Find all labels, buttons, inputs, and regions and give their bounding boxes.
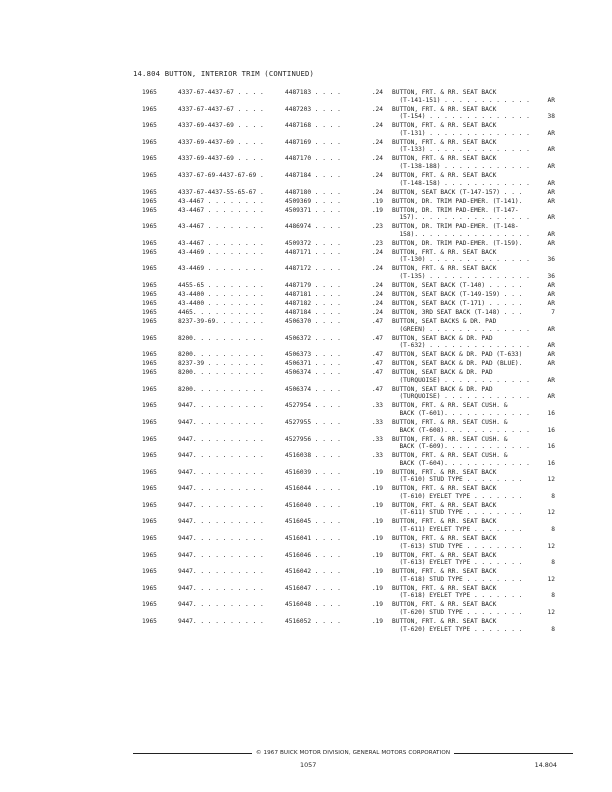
part-description: BUTTON, FRT. & RR. SEAT BACK (T-611) EYELET TYPE . . . . . . . xyxy=(392,518,523,534)
table-row xyxy=(0,106,612,123)
model-year: 1965 xyxy=(142,197,157,205)
table-row xyxy=(0,436,612,453)
list-price: .47 xyxy=(371,317,383,325)
body-style: 43-4400 . . . . . . . . xyxy=(178,290,264,298)
table-row xyxy=(0,360,612,369)
part-number: 4487168 . . . . xyxy=(285,122,341,130)
list-price: .33 xyxy=(371,418,383,426)
model-year: 1965 xyxy=(142,308,157,316)
table-row xyxy=(0,309,612,318)
part-description: BUTTON, FRT. & RR. SEAT BACK (T-618) EYELET TYPE . . . . . . . xyxy=(392,584,523,600)
quantity: 16 xyxy=(547,443,555,451)
list-price: .19 xyxy=(371,618,383,626)
body-style: 4337-67-4437-55-65-67 . xyxy=(178,188,264,196)
list-price: .47 xyxy=(371,334,383,342)
quantity: 16 xyxy=(547,409,555,417)
list-price: .19 xyxy=(371,206,383,214)
part-description: BUTTON, FRT. & RR. SEAT BACK (T-613) STUD TYPE . . . . . . . . xyxy=(392,535,523,550)
list-price: .19 xyxy=(371,601,383,609)
quantity: AR xyxy=(547,376,555,384)
model-year: 1965 xyxy=(142,418,157,426)
list-price: .47 xyxy=(371,360,383,368)
body-style: 9447. . . . . . . . . . xyxy=(178,418,264,426)
part-description: BUTTON, 3RD SEAT BACK (T-148) . . . xyxy=(392,308,523,316)
table-row xyxy=(0,291,612,300)
quantity: 16 xyxy=(547,426,555,434)
list-price: .33 xyxy=(371,435,383,443)
table-row xyxy=(0,618,612,635)
body-style: 8200. . . . . . . . . . xyxy=(178,334,264,342)
table-row xyxy=(0,386,612,403)
body-style: 43-4467 . . . . . . . . xyxy=(178,197,264,205)
part-number: 4509372 . . . . xyxy=(285,239,341,247)
model-year: 1965 xyxy=(142,601,157,609)
model-year: 1965 xyxy=(142,369,157,377)
part-number: 4527954 . . . . xyxy=(285,402,341,410)
quantity: AR xyxy=(547,214,555,222)
quantity: 12 xyxy=(547,575,555,583)
model-year: 1965 xyxy=(142,568,157,576)
part-number: 4516039 . . . . xyxy=(285,468,341,476)
list-price: .19 xyxy=(371,485,383,493)
part-description: BUTTON, FRT. & RR. SEAT CUSH. & BACK (T-604). . . . . . . . . . . . xyxy=(392,452,530,467)
list-price: .24 xyxy=(371,265,383,273)
list-price: .33 xyxy=(371,402,383,410)
part-number: 4516047 . . . . xyxy=(285,584,341,592)
part-number: 4527955 . . . . xyxy=(285,418,341,426)
body-style: 8237-39 . . . . . . . . xyxy=(178,360,264,368)
list-price: .47 xyxy=(371,351,383,359)
body-style: 8200. . . . . . . . . . xyxy=(178,385,264,393)
part-number: 4516046 . . . . xyxy=(285,551,341,559)
part-number: 4487180 . . . . xyxy=(285,188,341,196)
part-description: BUTTON, FRT. & RR. SEAT BACK (T-610) STUD TYPE . . . . . . . . xyxy=(392,468,523,484)
table-row xyxy=(0,369,612,386)
quantity: 8 xyxy=(551,592,555,600)
body-style: 9447. . . . . . . . . . xyxy=(178,568,264,576)
part-number: 4516048 . . . . xyxy=(285,601,341,609)
table-row xyxy=(0,535,612,552)
part-description: BUTTON, FRT. & RR. SEAT BACK (T-131) . . . . . . . . . . . . . . xyxy=(392,122,530,137)
quantity: AR xyxy=(547,230,555,238)
table-row xyxy=(0,89,612,106)
list-price: .24 xyxy=(371,281,383,289)
table-row xyxy=(0,223,612,240)
group-number: 14.804 xyxy=(534,761,557,769)
part-number: 4516042 . . . . xyxy=(285,568,341,576)
section-header: 14.804 BUTTON, INTERIOR TRIM (CONTINUED) xyxy=(133,69,315,78)
body-style: 8200. . . . . . . . . . xyxy=(178,351,264,359)
body-style: 9447. . . . . . . . . . xyxy=(178,452,264,460)
body-style: 4337-67-69-4437-67-69 . xyxy=(178,171,264,179)
quantity: 36 xyxy=(547,272,555,280)
part-description: BUTTON, FRT. & RR. SEAT BACK (T-620) STUD TYPE . . . . . . . . xyxy=(392,601,523,617)
footer-rule-left xyxy=(133,753,252,754)
quantity: AR xyxy=(547,239,555,247)
table-row xyxy=(0,198,612,207)
part-description: BUTTON, SEAT BACK (T-149-159) . . . xyxy=(392,290,523,298)
quantity: 12 xyxy=(547,542,555,550)
model-year: 1965 xyxy=(142,351,157,359)
part-description: BUTTON, FRT. & RR. SEAT BACK (T-138-188) . . . . . . . . . . . . xyxy=(392,155,530,170)
part-number: 4516040 . . . . xyxy=(285,501,341,509)
quantity: 7 xyxy=(551,308,555,316)
part-description: BUTTON, SEAT BACK & DR. PAD (T-633) xyxy=(392,351,523,359)
quantity: 8 xyxy=(551,625,555,633)
model-year: 1965 xyxy=(142,485,157,493)
list-price: .24 xyxy=(371,290,383,298)
model-year: 1965 xyxy=(142,518,157,526)
body-style: 9447. . . . . . . . . . xyxy=(178,518,264,526)
model-year: 1965 xyxy=(142,223,157,231)
table-row xyxy=(0,122,612,139)
body-style: 9447. . . . . . . . . . xyxy=(178,551,264,559)
part-description: BUTTON, DR. TRIM PAD-EMER. (T-147- 157). . . . . . . . . . . . . . . . xyxy=(392,206,530,222)
body-style: 43-4400 . . . . . . . . xyxy=(178,299,264,307)
model-year: 1965 xyxy=(142,290,157,298)
part-number: 4516045 . . . . xyxy=(285,518,341,526)
list-price: .24 xyxy=(371,171,383,179)
part-number: 4527956 . . . . xyxy=(285,435,341,443)
part-description: BUTTON, FRT. & RR. SEAT CUSH. & BACK (T-609). . . . . . . . . . . . xyxy=(392,435,530,451)
model-year: 1965 xyxy=(142,317,157,325)
quantity: AR xyxy=(547,281,555,289)
list-price: .24 xyxy=(371,155,383,163)
part-number: 4516038 . . . . xyxy=(285,452,341,460)
quantity: AR xyxy=(547,188,555,196)
list-price: .33 xyxy=(371,452,383,460)
body-style: 8237-39-69. . . . . . . xyxy=(178,317,264,325)
part-description: BUTTON, FRT. & RR. SEAT BACK (T-133) . . . . . . . . . . . . . . xyxy=(392,138,530,154)
part-number: 4487184 . . . . xyxy=(285,171,341,179)
part-description: BUTTON, FRT. & RR. SEAT BACK (T-610) EYELET TYPE . . . . . . . xyxy=(392,485,523,500)
model-year: 1965 xyxy=(142,385,157,393)
part-number: 4506371 . . . . xyxy=(285,360,341,368)
model-year: 1965 xyxy=(142,265,157,273)
model-year: 1965 xyxy=(142,105,157,113)
table-row xyxy=(0,469,612,486)
table-row xyxy=(0,282,612,291)
model-year: 1965 xyxy=(142,584,157,592)
list-price: .24 xyxy=(371,308,383,316)
body-style: 9447. . . . . . . . . . xyxy=(178,435,264,443)
part-description: BUTTON, FRT. & RR. SEAT CUSH. & BACK (T-608). . . . . . . . . . . . xyxy=(392,418,530,434)
list-price: .24 xyxy=(371,138,383,146)
model-year: 1965 xyxy=(142,89,157,96)
body-style: 4465. . . . . . . . . . xyxy=(178,308,264,316)
model-year: 1965 xyxy=(142,468,157,476)
model-year: 1965 xyxy=(142,618,157,626)
model-year: 1965 xyxy=(142,334,157,342)
body-style: 9447. . . . . . . . . . xyxy=(178,402,264,410)
part-description: BUTTON, FRT. & RR. SEAT BACK (T-130) . . . . . . . . . . . . . . xyxy=(392,248,530,264)
table-row xyxy=(0,452,612,469)
quantity: AR xyxy=(547,325,555,333)
body-style: 4337-69-4437-69 . . . . xyxy=(178,138,264,146)
table-row xyxy=(0,207,612,224)
list-price: .24 xyxy=(371,299,383,307)
quantity: AR xyxy=(547,146,555,154)
table-row xyxy=(0,335,612,352)
parts-list xyxy=(0,89,612,635)
body-style: 4337-67-4437-67 . . . . xyxy=(178,89,264,96)
table-row xyxy=(0,240,612,249)
part-description: BUTTON, SEAT BACKS & DR. PAD (GREEN) . . . . . . . . . . . . . . xyxy=(392,317,530,333)
part-description: BUTTON, SEAT BACK & DR. PAD (TURQUOISE) . . . . . . . . . . . . xyxy=(392,385,530,401)
model-year: 1965 xyxy=(142,452,157,460)
part-description: BUTTON, SEAT BACK & DR. PAD (T-632) . . . . . . . . . . . . . . xyxy=(392,334,530,350)
model-year: 1965 xyxy=(142,122,157,130)
quantity: 16 xyxy=(547,459,555,467)
footer-rule-right xyxy=(454,753,573,754)
body-style: 4337-67-4437-67 . . . . xyxy=(178,105,264,113)
table-row xyxy=(0,318,612,335)
list-price: .23 xyxy=(371,239,383,247)
part-description: BUTTON, FRT. & RR. SEAT BACK (T-620) EYELET TYPE . . . . . . . xyxy=(392,618,523,633)
part-number: 4506373 . . . . xyxy=(285,351,341,359)
quantity: AR xyxy=(547,179,555,187)
body-style: 9447. . . . . . . . . . xyxy=(178,485,264,493)
part-description: BUTTON, FRT. & RR. SEAT BACK (T-141-151) . . . . . . . . . . . . xyxy=(392,89,530,104)
body-style: 9447. . . . . . . . . . xyxy=(178,468,264,476)
table-row xyxy=(0,155,612,172)
list-price: .24 xyxy=(371,105,383,113)
quantity: 12 xyxy=(547,509,555,517)
part-number: 4506372 . . . . xyxy=(285,334,341,342)
copyright-text: © 1967 BUICK MOTOR DIVISION, GENERAL MOTORS CORPORATION xyxy=(255,750,451,756)
model-year: 1965 xyxy=(142,281,157,289)
model-year: 1965 xyxy=(142,535,157,543)
list-price: .19 xyxy=(371,568,383,576)
list-price: .24 xyxy=(371,122,383,130)
copyright-footer xyxy=(133,747,573,759)
body-style: 9447. . . . . . . . . . xyxy=(178,618,264,626)
list-price: .19 xyxy=(371,518,383,526)
list-price: .24 xyxy=(371,248,383,256)
table-row xyxy=(0,568,612,585)
body-style: 43-4469 . . . . . . . . xyxy=(178,265,264,273)
quantity: AR xyxy=(547,290,555,298)
part-description: BUTTON, FRT. & RR. SEAT CUSH. & BACK (T-601). . . . . . . . . . . . xyxy=(392,402,530,417)
model-year: 1965 xyxy=(142,206,157,214)
list-price: .19 xyxy=(371,584,383,592)
model-year: 1965 xyxy=(142,239,157,247)
part-number: 4487171 . . . . xyxy=(285,248,341,256)
list-price: .47 xyxy=(371,369,383,377)
body-style: 4337-69-4437-69 . . . . xyxy=(178,155,264,163)
quantity: AR xyxy=(547,360,555,368)
part-description: BUTTON, SEAT BACK (T-140) . . . . . xyxy=(392,281,523,289)
model-year: 1965 xyxy=(142,299,157,307)
body-style: 43-4467 . . . . . . . . xyxy=(178,206,264,214)
quantity: 12 xyxy=(547,476,555,484)
part-number: 4506370 . . . . xyxy=(285,317,341,325)
part-number: 4487169 . . . . xyxy=(285,138,341,146)
part-number: 4516041 . . . . xyxy=(285,535,341,543)
part-number: 4506374 . . . . xyxy=(285,369,341,377)
quantity: AR xyxy=(547,197,555,205)
part-number: 4487182 . . . . xyxy=(285,299,341,307)
quantity: AR xyxy=(547,96,555,104)
body-style: 43-4467 . . . . . . . . xyxy=(178,239,264,247)
list-price: .47 xyxy=(371,385,383,393)
table-row xyxy=(0,502,612,519)
table-row xyxy=(0,189,612,198)
model-year: 1965 xyxy=(142,248,157,256)
part-number: 4487172 . . . . xyxy=(285,265,341,273)
table-row xyxy=(0,249,612,266)
list-price: .24 xyxy=(371,89,383,96)
quantity: AR xyxy=(547,299,555,307)
part-number: 4487184 . . . . xyxy=(285,308,341,316)
model-year: 1965 xyxy=(142,138,157,146)
model-year: 1965 xyxy=(142,188,157,196)
table-row xyxy=(0,265,612,282)
body-style: 4455-65 . . . . . . . . xyxy=(178,281,264,289)
body-style: 9447. . . . . . . . . . xyxy=(178,501,264,509)
part-number: 4516044 . . . . xyxy=(285,485,341,493)
part-description: BUTTON, SEAT BACK & DR. PAD (BLUE). xyxy=(392,360,523,368)
model-year: 1965 xyxy=(142,435,157,443)
list-price: .19 xyxy=(371,468,383,476)
part-description: BUTTON, SEAT BACK (T-147-157) . . . xyxy=(392,188,523,196)
table-row xyxy=(0,172,612,189)
table-row xyxy=(0,485,612,502)
part-description: BUTTON, FRT. & RR. SEAT BACK (T-618) STUD TYPE . . . . . . . . xyxy=(392,568,523,583)
quantity: 8 xyxy=(551,492,555,500)
table-row xyxy=(0,518,612,535)
part-description: BUTTON, FRT. & RR. SEAT BACK (T-611) STUD TYPE . . . . . . . . xyxy=(392,501,523,517)
part-description: BUTTON, FRT. & RR. SEAT BACK (T-148-158) . . . . . . . . . . . . xyxy=(392,171,530,187)
quantity: AR xyxy=(547,342,555,350)
list-price: .19 xyxy=(371,501,383,509)
quantity: AR xyxy=(547,162,555,170)
model-year: 1965 xyxy=(142,171,157,179)
part-number: 4487179 . . . . xyxy=(285,281,341,289)
quantity: 38 xyxy=(547,113,555,121)
table-row xyxy=(0,300,612,309)
page-number: 1057 xyxy=(300,761,317,769)
list-price: .23 xyxy=(371,223,383,231)
table-row xyxy=(0,552,612,569)
part-number: 4516052 . . . . xyxy=(285,618,341,626)
part-description: BUTTON, FRT. & RR. SEAT BACK (T-613) EYELET TYPE . . . . . . . xyxy=(392,551,523,567)
part-number: 4487181 . . . . xyxy=(285,290,341,298)
part-description: BUTTON, DR. TRIM PAD-EMER. (T-148- 158). . . . . . . . . . . . . . . . xyxy=(392,223,530,238)
list-price: .19 xyxy=(371,551,383,559)
part-number: 4509371 . . . . xyxy=(285,206,341,214)
model-year: 1965 xyxy=(142,501,157,509)
model-year: 1965 xyxy=(142,155,157,163)
body-style: 43-4467 . . . . . . . . xyxy=(178,223,264,231)
part-description: BUTTON, DR. TRIM PAD-EMER. (T-141). xyxy=(392,197,523,205)
table-row xyxy=(0,585,612,602)
table-row xyxy=(0,139,612,156)
part-number: 4509369 . . . . xyxy=(285,197,341,205)
table-row xyxy=(0,402,612,419)
part-description: BUTTON, FRT. & RR. SEAT BACK (T-135) . . . . . . . . . . . . . . xyxy=(392,265,530,280)
model-year: 1965 xyxy=(142,551,157,559)
part-description: BUTTON, FRT. & RR. SEAT BACK (T-154) . . . . . . . . . . . . . . xyxy=(392,105,530,121)
quantity: AR xyxy=(547,351,555,359)
table-row xyxy=(0,419,612,436)
quantity: 8 xyxy=(551,559,555,567)
body-style: 9447. . . . . . . . . . xyxy=(178,601,264,609)
part-description: BUTTON, DR. TRIM PAD-EMER. (T-159). xyxy=(392,239,523,247)
body-style: 9447. . . . . . . . . . xyxy=(178,584,264,592)
part-description: BUTTON, SEAT BACK (T-171) . . . . . xyxy=(392,299,523,307)
list-price: .24 xyxy=(371,188,383,196)
body-style: 43-4469 . . . . . . . . xyxy=(178,248,264,256)
part-description: BUTTON, SEAT BACK & DR. PAD (TURQUOISE) . . . . . . . . . . . . xyxy=(392,369,530,384)
body-style: 9447. . . . . . . . . . xyxy=(178,535,264,543)
list-price: .19 xyxy=(371,535,383,543)
part-number: 4487170 . . . . xyxy=(285,155,341,163)
part-number: 4487203 . . . . xyxy=(285,105,341,113)
model-year: 1965 xyxy=(142,402,157,410)
body-style: 4337-69-4437-69 . . . . xyxy=(178,122,264,130)
table-row xyxy=(0,601,612,618)
quantity: 12 xyxy=(547,609,555,617)
list-price: .19 xyxy=(371,197,383,205)
part-number: 4486974 . . . . xyxy=(285,223,341,231)
model-year: 1965 xyxy=(142,360,157,368)
table-row xyxy=(0,351,612,360)
quantity: 8 xyxy=(551,526,555,534)
part-number: 4506374 . . . . xyxy=(285,385,341,393)
quantity: 36 xyxy=(547,256,555,264)
quantity: AR xyxy=(547,393,555,401)
part-number: 4487183 . . . . xyxy=(285,89,341,96)
body-style: 8200. . . . . . . . . . xyxy=(178,369,264,377)
quantity: AR xyxy=(547,129,555,137)
